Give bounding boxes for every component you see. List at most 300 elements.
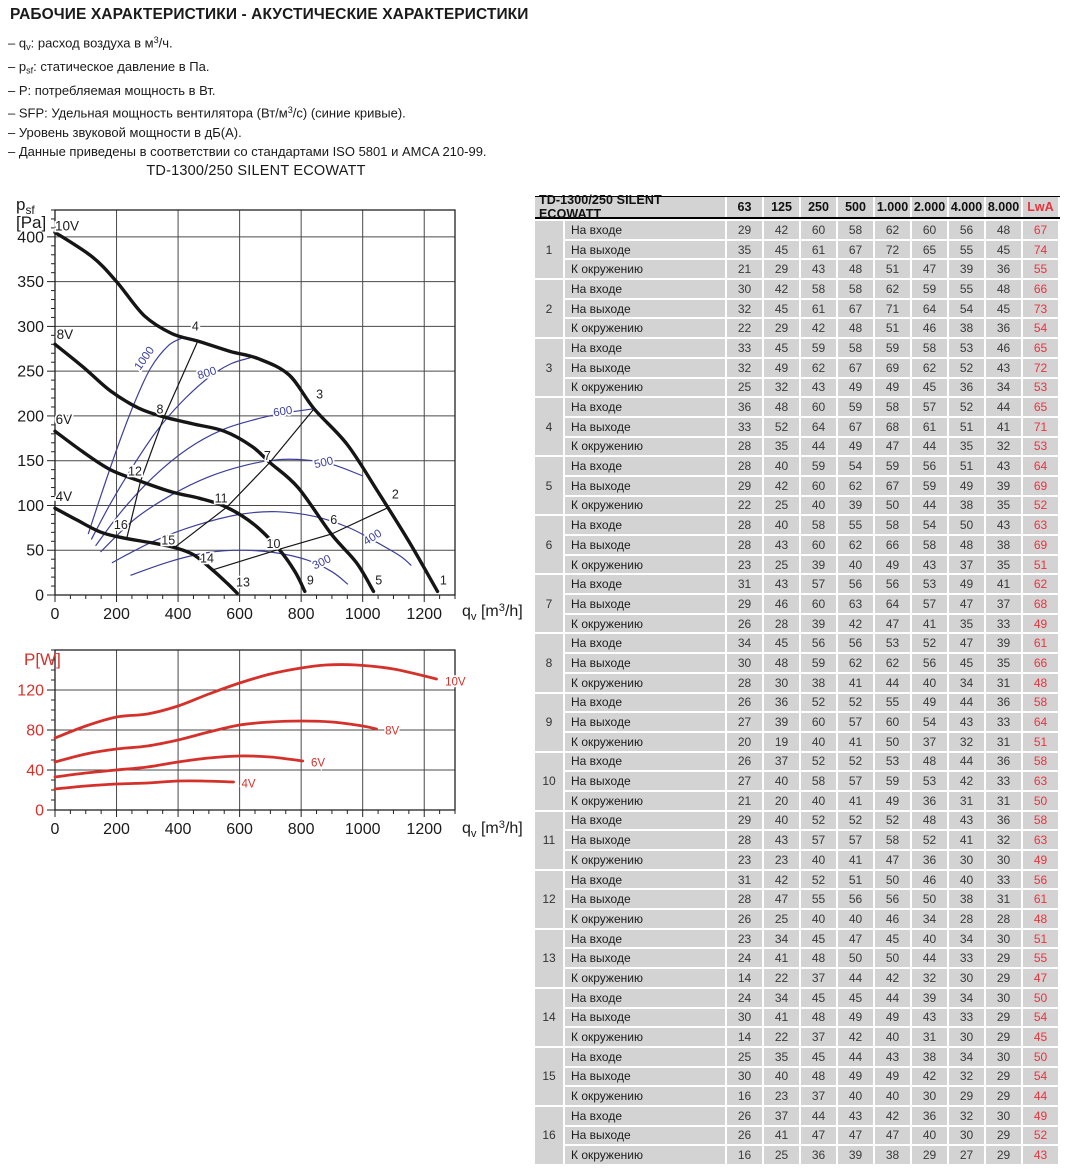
value-cell: 20: [764, 792, 799, 810]
value-cell: 44: [801, 1107, 836, 1125]
value-cell: 34: [912, 910, 947, 928]
value-cell: 56: [875, 575, 910, 593]
value-cell: 52: [801, 753, 836, 771]
operating-point-label: 2: [391, 487, 399, 502]
value-cell: 51: [949, 418, 984, 436]
table-group: [535, 457, 1060, 514]
value-cell: 52: [838, 694, 873, 712]
sfp-label: 400: [361, 527, 385, 549]
value-cell: 62: [838, 536, 873, 554]
value-cell: 66: [875, 536, 910, 554]
value-cell: 67: [838, 359, 873, 377]
value-cell: 42: [875, 1107, 910, 1125]
value-cell: 52: [801, 871, 836, 889]
x-tick-label: 1000: [344, 821, 381, 838]
value-cell: 39: [912, 989, 947, 1007]
value-cell: 52: [949, 359, 984, 377]
value-cell: 58: [875, 516, 910, 534]
table-row: [565, 241, 1060, 259]
lwa-cell: 63: [1023, 516, 1058, 534]
row-label: На выходе: [565, 772, 725, 790]
value-cell: 42: [838, 1028, 873, 1046]
value-cell: 29: [727, 812, 762, 830]
value-cell: 36: [949, 379, 984, 397]
value-cell: 54: [912, 516, 947, 534]
value-cell: 29: [912, 1146, 947, 1164]
value-cell: 41: [986, 418, 1021, 436]
table-group: [535, 1048, 1060, 1105]
value-cell: 39: [801, 556, 836, 574]
value-cell: 26: [727, 1107, 762, 1125]
value-cell: 51: [875, 319, 910, 337]
row-label: На входе: [565, 694, 725, 712]
table-group: [535, 871, 1060, 928]
value-cell: 58: [838, 221, 873, 239]
row-label: К окружению: [565, 438, 725, 456]
freq-header: 1.000: [875, 197, 910, 217]
value-cell: 30: [949, 1127, 984, 1145]
value-cell: 33: [727, 418, 762, 436]
value-cell: 31: [727, 575, 762, 593]
table-row: [565, 1028, 1060, 1046]
value-cell: 30: [986, 1107, 1021, 1125]
value-cell: 69: [875, 359, 910, 377]
value-cell: 46: [912, 319, 947, 337]
y-tick-label: 50: [26, 542, 44, 560]
freq-header: 63: [727, 197, 762, 217]
freq-header: 2.000: [912, 197, 947, 217]
value-cell: 57: [838, 831, 873, 849]
value-cell: 52: [912, 634, 947, 652]
freq-header: 4.000: [949, 197, 984, 217]
row-label: На входе: [565, 634, 725, 652]
value-cell: 29: [727, 595, 762, 613]
row-label: На входе: [565, 989, 725, 1007]
value-cell: 59: [838, 398, 873, 416]
value-cell: 40: [764, 516, 799, 534]
value-cell: 47: [801, 1127, 836, 1145]
value-cell: 42: [764, 477, 799, 495]
value-cell: 42: [764, 871, 799, 889]
value-cell: 47: [764, 890, 799, 908]
value-cell: 58: [801, 280, 836, 298]
value-cell: 40: [875, 1087, 910, 1105]
value-cell: 31: [727, 871, 762, 889]
bullet-item: – Уровень звуковой мощности в дБ(А).: [8, 124, 242, 140]
value-cell: 41: [838, 733, 873, 751]
row-label: К окружению: [565, 1087, 725, 1105]
value-cell: 26: [727, 1127, 762, 1145]
value-cell: 57: [912, 398, 947, 416]
table-row: [565, 260, 1060, 278]
value-cell: 28: [727, 536, 762, 554]
value-cell: 53: [912, 575, 947, 593]
y-tick-label: 100: [17, 497, 44, 515]
value-cell: 42: [912, 1068, 947, 1086]
value-cell: 40: [801, 792, 836, 810]
table-row: [565, 949, 1060, 967]
value-cell: 41: [912, 615, 947, 633]
table-row: [565, 398, 1060, 416]
group-rows: [565, 871, 1060, 928]
value-cell: 45: [764, 634, 799, 652]
value-cell: 60: [875, 713, 910, 731]
operating-point-label: 13: [236, 575, 250, 590]
group-number: 2: [535, 280, 563, 337]
group-rows: [565, 221, 1060, 278]
value-cell: 60: [912, 221, 947, 239]
value-cell: 41: [838, 674, 873, 692]
value-cell: 35: [986, 556, 1021, 574]
value-cell: 54: [838, 457, 873, 475]
value-cell: 29: [727, 221, 762, 239]
table-row: [565, 477, 1060, 495]
lwa-cell: 74: [1023, 241, 1058, 259]
table-row: [565, 989, 1060, 1007]
y-tick-label: 250: [17, 363, 44, 381]
x-tick-label: 800: [287, 821, 315, 838]
value-cell: 38: [986, 536, 1021, 554]
value-cell: 38: [875, 1146, 910, 1164]
value-cell: 62: [875, 280, 910, 298]
sfp-label: 800: [196, 365, 218, 383]
value-cell: 25: [764, 497, 799, 515]
value-cell: 41: [949, 831, 984, 849]
value-cell: 43: [912, 556, 947, 574]
y-axis-label: [Pa]: [16, 213, 47, 232]
value-cell: 46: [875, 910, 910, 928]
value-cell: 23: [727, 930, 762, 948]
value-cell: 54: [949, 300, 984, 318]
value-cell: 58: [838, 339, 873, 357]
y-tick-label: 40: [26, 762, 44, 780]
value-cell: 34: [949, 989, 984, 1007]
value-cell: 71: [875, 300, 910, 318]
row-label: К окружению: [565, 497, 725, 515]
table-row: [565, 1087, 1060, 1105]
value-cell: 45: [801, 1048, 836, 1066]
value-cell: 45: [764, 339, 799, 357]
lwa-cell: 69: [1023, 536, 1058, 554]
lwa-cell: 50: [1023, 989, 1058, 1007]
value-cell: 35: [764, 438, 799, 456]
value-cell: 51: [875, 260, 910, 278]
value-cell: 58: [801, 516, 836, 534]
value-cell: 44: [875, 989, 910, 1007]
value-cell: 52: [801, 694, 836, 712]
x-tick-label: 1000: [344, 606, 381, 623]
lwa-cell: 63: [1023, 831, 1058, 849]
value-cell: 42: [875, 969, 910, 987]
value-cell: 30: [949, 1028, 984, 1046]
value-cell: 56: [838, 890, 873, 908]
value-cell: 50: [838, 949, 873, 967]
value-cell: 30: [986, 989, 1021, 1007]
value-cell: 21: [727, 260, 762, 278]
y-axis-label: P[W]: [24, 650, 61, 669]
table-row: [565, 733, 1060, 751]
value-cell: 30: [986, 930, 1021, 948]
x-tick-label: 600: [226, 821, 253, 838]
value-cell: 67: [838, 300, 873, 318]
x-tick-label: 600: [226, 606, 253, 623]
table-row: [565, 575, 1060, 593]
value-cell: 44: [801, 438, 836, 456]
row-label: На входе: [565, 398, 725, 416]
value-cell: 55: [949, 280, 984, 298]
value-cell: 40: [912, 674, 947, 692]
value-cell: 42: [764, 280, 799, 298]
value-cell: 49: [875, 379, 910, 397]
value-cell: 56: [838, 634, 873, 652]
operating-point-label: 12: [128, 464, 142, 479]
value-cell: 56: [949, 221, 984, 239]
value-cell: 48: [949, 536, 984, 554]
row-label: К окружению: [565, 379, 725, 397]
value-cell: 59: [801, 457, 836, 475]
value-cell: 62: [801, 359, 836, 377]
x-tick-label: 1200: [406, 606, 443, 623]
operating-point-label: 3: [316, 387, 324, 402]
value-cell: 53: [949, 339, 984, 357]
value-cell: 25: [764, 910, 799, 928]
value-cell: 49: [838, 1068, 873, 1086]
table-group: [535, 634, 1060, 691]
lwa-cell: 49: [1023, 851, 1058, 869]
value-cell: 29: [986, 969, 1021, 987]
lwa-cell: 45: [1023, 1028, 1058, 1046]
row-label: На выходе: [565, 359, 725, 377]
value-cell: 31: [986, 733, 1021, 751]
group-number: 6: [535, 516, 563, 573]
group-rows: [565, 280, 1060, 337]
value-cell: 49: [875, 556, 910, 574]
value-cell: 40: [912, 930, 947, 948]
value-cell: 36: [986, 319, 1021, 337]
value-cell: 34: [986, 379, 1021, 397]
value-cell: 31: [986, 674, 1021, 692]
value-cell: 58: [875, 831, 910, 849]
curve-label-6V: 6V: [55, 412, 73, 428]
operating-line: [174, 409, 314, 548]
value-cell: 49: [949, 575, 984, 593]
value-cell: 36: [986, 694, 1021, 712]
group-rows: [565, 575, 1060, 632]
curve-label-8V: 8V: [385, 725, 400, 738]
value-cell: 40: [801, 497, 836, 515]
value-cell: 59: [912, 280, 947, 298]
value-cell: 59: [801, 339, 836, 357]
operating-point-label: 16: [113, 518, 128, 533]
y-axis-label: $p_{sf}$: [16, 195, 35, 217]
value-cell: 29: [986, 1009, 1021, 1027]
curve-label-4V: 4V: [55, 489, 73, 505]
value-cell: 65: [912, 241, 947, 259]
value-cell: 49: [875, 792, 910, 810]
row-label: К окружению: [565, 910, 725, 928]
sfp-label: 500: [313, 455, 335, 472]
value-cell: 26: [727, 694, 762, 712]
value-cell: 32: [986, 831, 1021, 849]
value-cell: 32: [949, 1068, 984, 1086]
value-cell: 47: [912, 260, 947, 278]
row-label: К окружению: [565, 792, 725, 810]
row-label: На входе: [565, 871, 725, 889]
value-cell: 30: [949, 851, 984, 869]
value-cell: 37: [986, 595, 1021, 613]
operating-point-label: 11: [214, 491, 228, 506]
table-row: [565, 1009, 1060, 1027]
value-cell: 27: [949, 1146, 984, 1164]
sfp-label: 600: [272, 404, 294, 420]
value-cell: 58: [912, 536, 947, 554]
value-cell: 59: [875, 772, 910, 790]
value-cell: 31: [986, 792, 1021, 810]
lwa-cell: 65: [1023, 339, 1058, 357]
value-cell: 41: [986, 575, 1021, 593]
lwa-cell: 67: [1023, 221, 1058, 239]
value-cell: 31: [986, 890, 1021, 908]
table-row: [565, 654, 1060, 672]
row-label: На выходе: [565, 713, 725, 731]
page-title: РАБОЧИЕ ХАРАКТЕРИСТИКИ - АКУСТИЧЕСКИЕ ХАРАКТЕРИСТИКИ: [10, 6, 529, 23]
value-cell: 64: [875, 595, 910, 613]
table-row: [565, 772, 1060, 790]
table-row: [565, 969, 1060, 987]
value-cell: 60: [801, 477, 836, 495]
value-cell: 33: [727, 339, 762, 357]
value-cell: 40: [949, 871, 984, 889]
value-cell: 43: [764, 536, 799, 554]
value-cell: 16: [727, 1087, 762, 1105]
lwa-cell: 55: [1023, 260, 1058, 278]
value-cell: 35: [986, 497, 1021, 515]
value-cell: 57: [838, 713, 873, 731]
value-cell: 37: [764, 753, 799, 771]
value-cell: 23: [764, 1087, 799, 1105]
value-cell: 50: [875, 497, 910, 515]
value-cell: 49: [912, 694, 947, 712]
group-rows: [565, 516, 1060, 573]
value-cell: 47: [949, 634, 984, 652]
value-cell: 32: [764, 379, 799, 397]
value-cell: 57: [838, 772, 873, 790]
value-cell: 36: [986, 753, 1021, 771]
row-label: На входе: [565, 516, 725, 534]
row-label: На входе: [565, 753, 725, 771]
value-cell: 33: [986, 615, 1021, 633]
value-cell: 48: [838, 260, 873, 278]
value-cell: 33: [986, 772, 1021, 790]
lwa-header: LwA: [1023, 197, 1058, 217]
value-cell: 45: [949, 654, 984, 672]
value-cell: 29: [986, 1127, 1021, 1145]
lwa-cell: 49: [1023, 1107, 1058, 1125]
row-label: На выходе: [565, 890, 725, 908]
table-row: [565, 516, 1060, 534]
value-cell: 34: [764, 930, 799, 948]
value-cell: 38: [949, 890, 984, 908]
value-cell: 43: [912, 1009, 947, 1027]
value-cell: 43: [986, 359, 1021, 377]
lwa-cell: 54: [1023, 1009, 1058, 1027]
lwa-cell: 64: [1023, 457, 1058, 475]
curve-label-10V: 10V: [54, 218, 80, 234]
y-tick-label: 350: [17, 274, 44, 292]
value-cell: 50: [949, 516, 984, 534]
lwa-cell: 58: [1023, 753, 1058, 771]
value-cell: 42: [801, 319, 836, 337]
value-cell: 45: [875, 930, 910, 948]
value-cell: 37: [912, 733, 947, 751]
group-rows: [565, 634, 1060, 691]
lwa-cell: 52: [1023, 1127, 1058, 1145]
value-cell: 41: [764, 949, 799, 967]
group-number: 3: [535, 339, 563, 396]
value-cell: 58: [912, 339, 947, 357]
group-number: 14: [535, 989, 563, 1046]
value-cell: 37: [801, 1028, 836, 1046]
lwa-cell: 49: [1023, 615, 1058, 633]
x-tick-label: 400: [164, 606, 192, 623]
table-row: [565, 871, 1060, 889]
row-label: На входе: [565, 812, 725, 830]
group-number: 16: [535, 1107, 563, 1164]
value-cell: 49: [949, 477, 984, 495]
lwa-cell: 47: [1023, 969, 1058, 987]
value-cell: 43: [764, 575, 799, 593]
value-cell: 40: [801, 733, 836, 751]
value-cell: 31: [949, 792, 984, 810]
value-cell: 52: [764, 418, 799, 436]
table-title: TD-1300/250 SILENT ECOWATT: [535, 197, 725, 217]
value-cell: 35: [727, 241, 762, 259]
group-number: 8: [535, 634, 563, 691]
value-cell: 44: [875, 674, 910, 692]
value-cell: 44: [912, 438, 947, 456]
curve-label-10V: 10V: [445, 676, 466, 689]
value-cell: 59: [875, 339, 910, 357]
table-group: [535, 812, 1060, 869]
value-cell: 39: [838, 1146, 873, 1164]
lwa-cell: 55: [1023, 949, 1058, 967]
value-cell: 50: [912, 890, 947, 908]
value-cell: 62: [912, 359, 947, 377]
value-cell: 44: [838, 1048, 873, 1066]
value-cell: 28: [986, 910, 1021, 928]
value-cell: 53: [912, 772, 947, 790]
value-cell: 38: [949, 497, 984, 515]
operating-point-label: 7: [263, 449, 271, 464]
row-label: На выходе: [565, 477, 725, 495]
value-cell: 62: [838, 477, 873, 495]
value-cell: 37: [764, 1107, 799, 1125]
value-cell: 44: [949, 753, 984, 771]
value-cell: 25: [764, 1146, 799, 1164]
table-row: [565, 556, 1060, 574]
value-cell: 40: [764, 1068, 799, 1086]
table-group: [535, 221, 1060, 278]
operating-line: [127, 343, 197, 539]
value-cell: 45: [986, 300, 1021, 318]
y-tick-label: 0: [35, 802, 44, 820]
table-row: [565, 615, 1060, 633]
table-row: [565, 497, 1060, 515]
value-cell: 64: [801, 418, 836, 436]
value-cell: 43: [801, 260, 836, 278]
operating-point-label: 6: [330, 512, 338, 527]
row-label: К окружению: [565, 674, 725, 692]
